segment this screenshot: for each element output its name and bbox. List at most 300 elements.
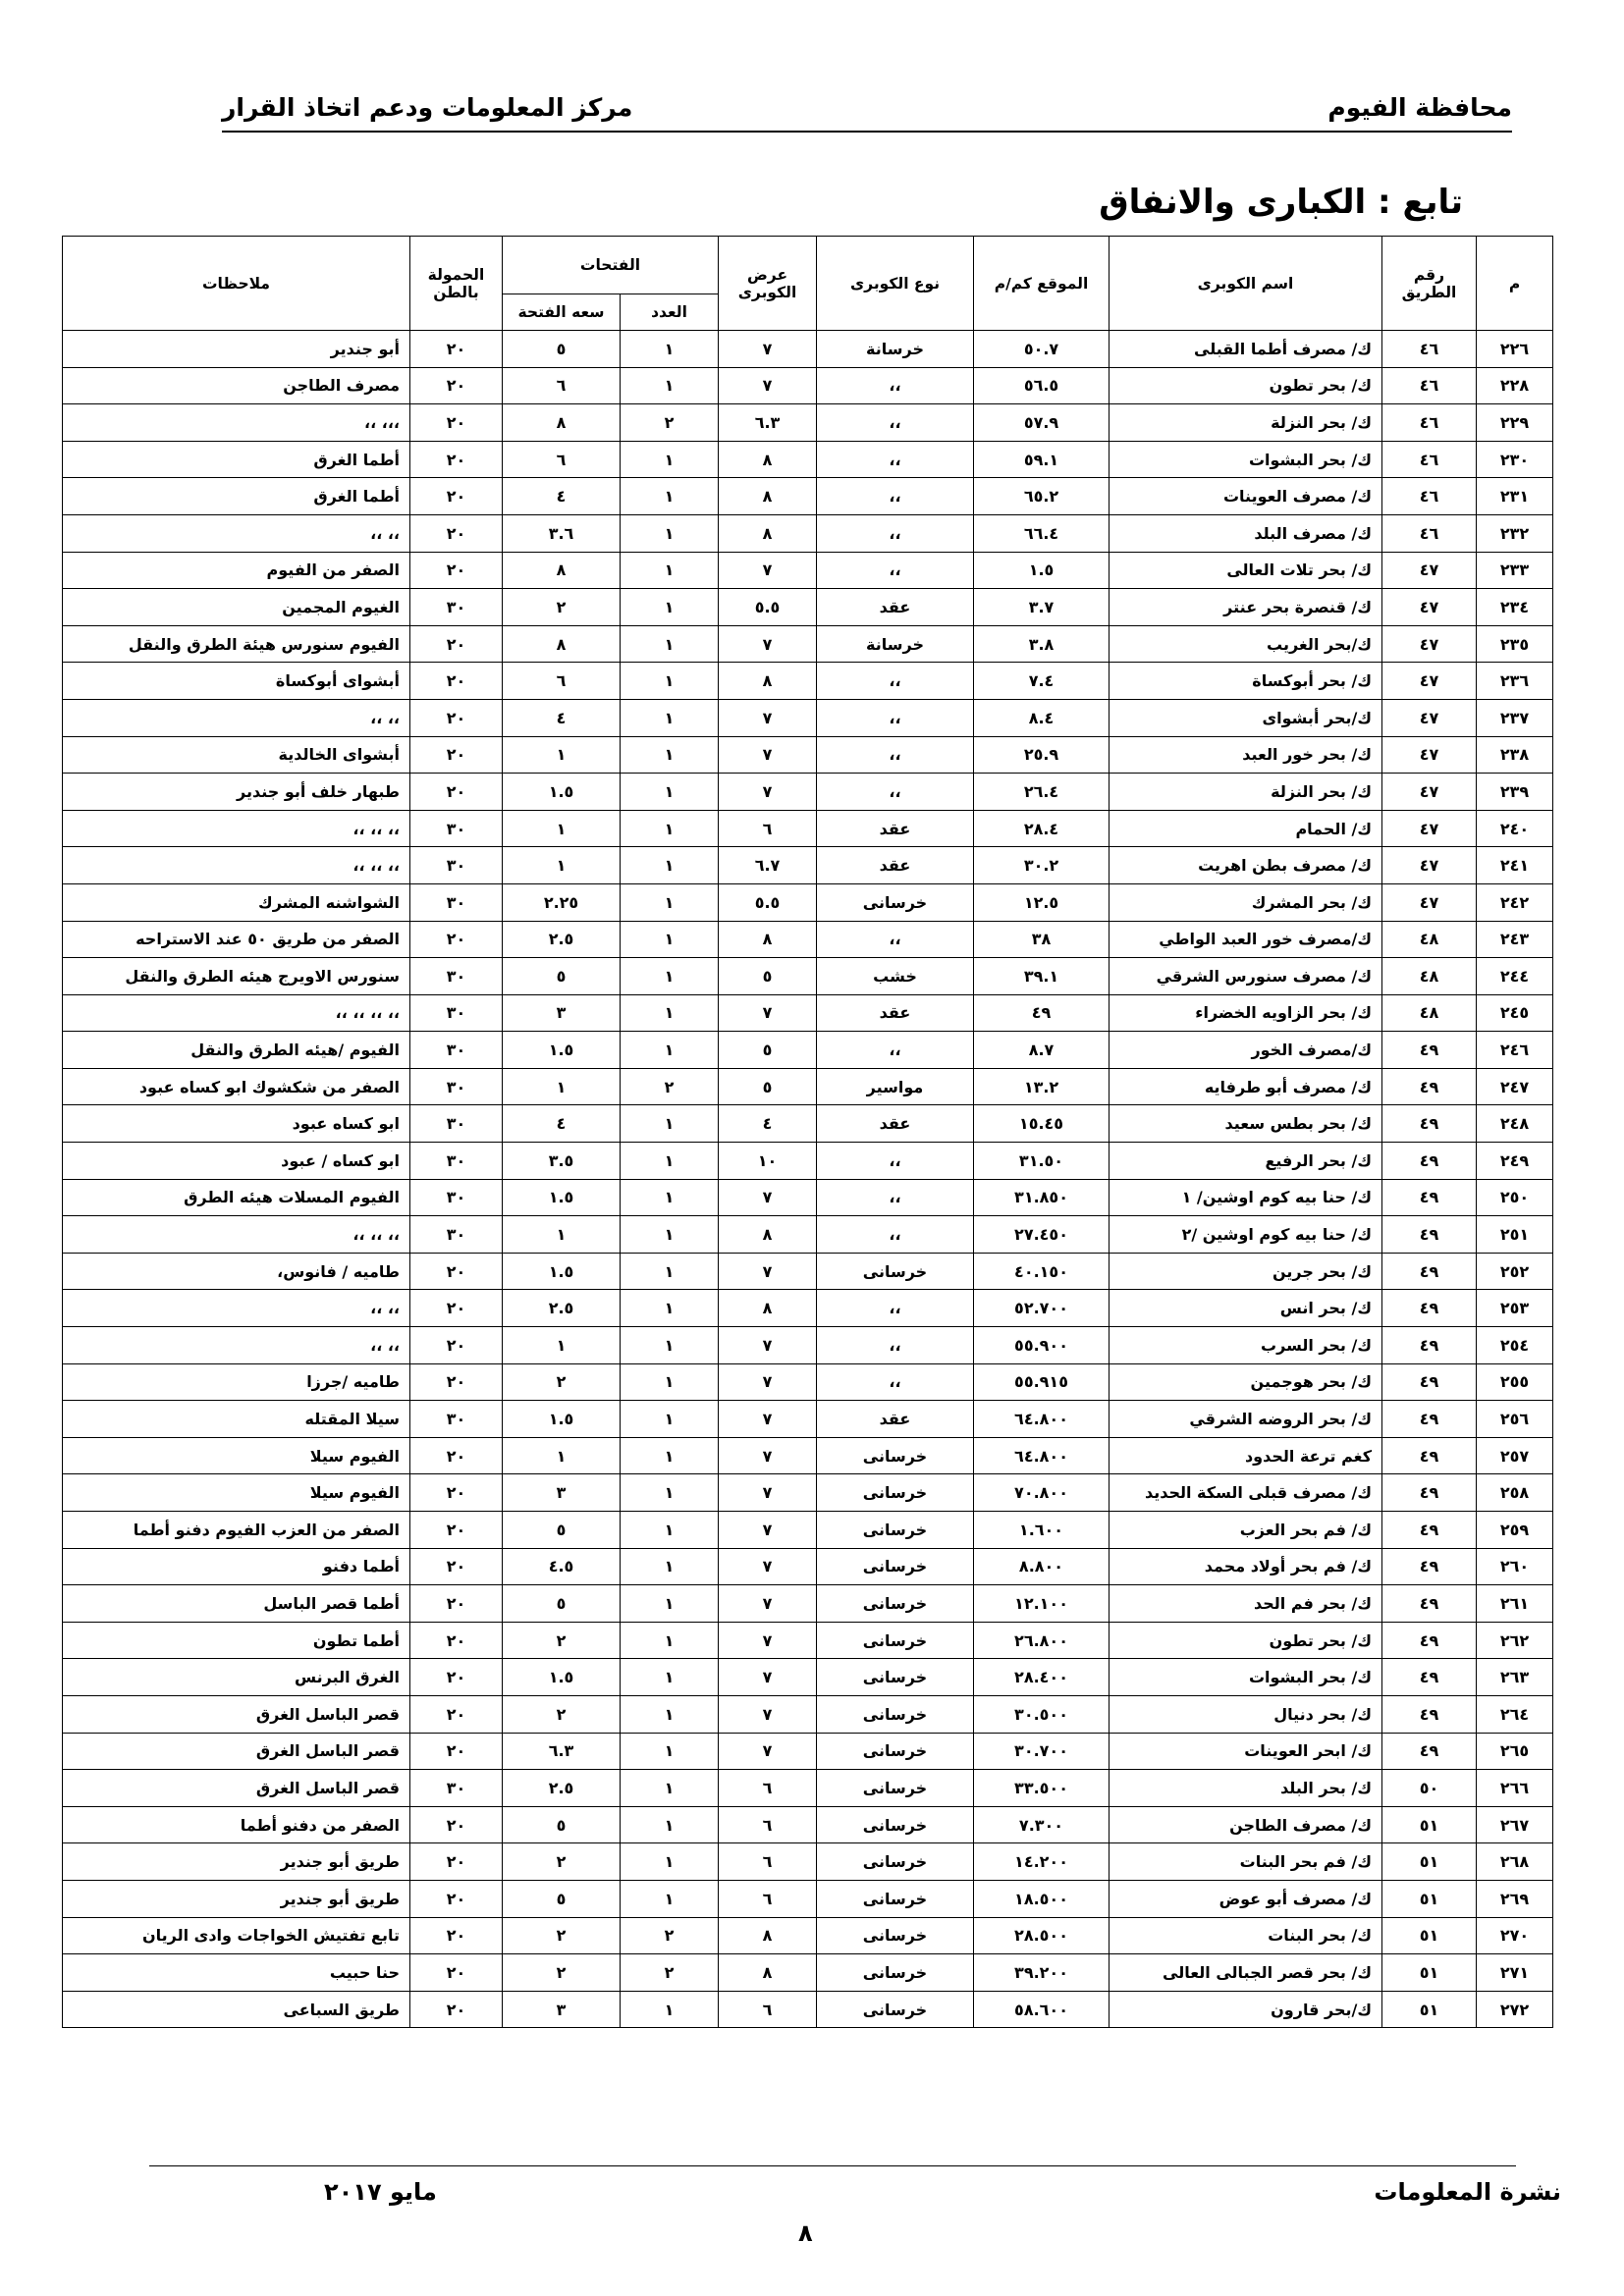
cell-bridge-type: ،،: [817, 921, 974, 958]
cell-notes: الصفر من العزب الفيوم دفنو أطما: [63, 1512, 410, 1549]
table-row: [63, 1327, 1553, 1364]
table-row: [63, 331, 1553, 368]
table-row: [63, 921, 1553, 958]
cell-opening-width: ١: [503, 810, 621, 847]
cell-opening-width: ١: [503, 1216, 621, 1254]
cell-bridge-type: ،،: [817, 1143, 974, 1180]
cell-openings-count: ٢: [621, 1068, 719, 1105]
table-row: [63, 663, 1553, 700]
cell-notes: طبهار خلف أبو جندير: [63, 774, 410, 811]
cell-bridge-width: ١٠: [719, 1143, 817, 1180]
cell-opening-width: ٤.٥: [503, 1548, 621, 1585]
cell-opening-width: ٦.٣: [503, 1733, 621, 1770]
cell-notes: ،، ،،: [63, 1327, 410, 1364]
cell-row-number: ٢٢٦: [1477, 331, 1553, 368]
cell-openings-count: ١: [621, 1880, 719, 1917]
cell-load-tons: ٢٠: [410, 1585, 503, 1623]
cell-notes: الفيوم سيلا: [63, 1474, 410, 1512]
cell-bridge-width: ٥: [719, 1068, 817, 1105]
table-row: [63, 514, 1553, 552]
cell-opening-width: ١: [503, 736, 621, 774]
cell-bridge-name: ك/ بحر البنات: [1110, 1917, 1382, 1954]
cell-openings-count: ١: [621, 883, 719, 921]
cell-openings-count: ١: [621, 1253, 719, 1290]
cell-bridge-type: خرسانى: [817, 1695, 974, 1733]
cell-bridge-type: عقد: [817, 1401, 974, 1438]
cell-bridge-type: خرسانى: [817, 1770, 974, 1807]
cell-opening-width: ١: [503, 1437, 621, 1474]
cell-bridge-name: ك/ مصرف سنورس الشرقي: [1110, 958, 1382, 995]
cell-location-km: ٥٥.٩١٥: [974, 1363, 1110, 1401]
cell-load-tons: ٣٠: [410, 1143, 503, 1180]
table-row: [63, 1512, 1553, 1549]
cell-load-tons: ٢٠: [410, 478, 503, 515]
cell-openings-count: ١: [621, 1512, 719, 1549]
header-notes: ملاحظات: [63, 237, 410, 331]
cell-bridge-name: ك/ بحر تطون: [1110, 367, 1382, 404]
cell-openings-count: ١: [621, 331, 719, 368]
cell-notes: مصرف الطاجن: [63, 367, 410, 404]
cell-openings-count: ١: [621, 847, 719, 884]
table-row: [63, 1474, 1553, 1512]
cell-bridge-type: ،،: [817, 1179, 974, 1216]
cell-row-number: ٢٤٧: [1477, 1068, 1553, 1105]
cell-opening-width: ١.٥: [503, 1032, 621, 1069]
cell-road-number: ٤٩: [1382, 1733, 1477, 1770]
table-row: [63, 1401, 1553, 1438]
table-row: [63, 1437, 1553, 1474]
table-row: [63, 810, 1553, 847]
table-row: [63, 1917, 1553, 1954]
cell-openings-count: ١: [621, 1363, 719, 1401]
cell-bridge-width: ٦: [719, 1991, 817, 2028]
cell-load-tons: ٣٠: [410, 994, 503, 1032]
cell-openings-count: ١: [621, 1843, 719, 1881]
cell-load-tons: ٣٠: [410, 883, 503, 921]
cell-location-km: ٣٠.٥٠٠: [974, 1695, 1110, 1733]
cell-bridge-width: ٦: [719, 1843, 817, 1881]
cell-bridge-width: ٧: [719, 552, 817, 589]
header-m: م: [1477, 237, 1553, 331]
cell-road-number: ٤٩: [1382, 1548, 1477, 1585]
cell-openings-count: ١: [621, 1622, 719, 1659]
cell-openings-count: ١: [621, 1991, 719, 2028]
cell-road-number: ٤٩: [1382, 1401, 1477, 1438]
cell-row-number: ٢٥٤: [1477, 1327, 1553, 1364]
cell-load-tons: ٢٠: [410, 625, 503, 663]
header-center-name: مركز المعلومات ودعم اتخاذ القرار: [222, 93, 633, 122]
cell-bridge-width: ٥: [719, 1032, 817, 1069]
cell-location-km: ٧.٤: [974, 663, 1110, 700]
cell-load-tons: ٣٠: [410, 1401, 503, 1438]
table-row: [63, 1253, 1553, 1290]
header-width-line2: الكوبرى: [737, 283, 797, 301]
cell-location-km: ٦٤.٨٠٠: [974, 1401, 1110, 1438]
cell-location-km: ٦٦.٤: [974, 514, 1110, 552]
cell-row-number: ٢٧٢: [1477, 1991, 1553, 2028]
cell-row-number: ٢٢٨: [1477, 367, 1553, 404]
cell-opening-width: ٥: [503, 1880, 621, 1917]
cell-bridge-width: ٧: [719, 625, 817, 663]
cell-opening-width: ٤: [503, 478, 621, 515]
cell-bridge-name: ك/ بحر الروضه الشرقي: [1110, 1401, 1382, 1438]
cell-notes: الصفر من شكشوك ابو كساه عبود: [63, 1068, 410, 1105]
cell-opening-width: ٦: [503, 367, 621, 404]
cell-row-number: ٢٦٦: [1477, 1770, 1553, 1807]
cell-load-tons: ٢٠: [410, 1548, 503, 1585]
cell-road-number: ٥٠: [1382, 1770, 1477, 1807]
cell-opening-width: ٢: [503, 1843, 621, 1881]
cell-opening-width: ١: [503, 1327, 621, 1364]
cell-location-km: ٨.٤: [974, 699, 1110, 736]
cell-bridge-type: ،،: [817, 1032, 974, 1069]
cell-road-number: ٤٧: [1382, 589, 1477, 626]
table-row: [63, 1585, 1553, 1623]
cell-bridge-name: ك/بحر قارون: [1110, 1991, 1382, 2028]
cell-road-number: ٤٦: [1382, 514, 1477, 552]
cell-bridge-width: ٧: [719, 1253, 817, 1290]
cell-location-km: ٧٠.٨٠٠: [974, 1474, 1110, 1512]
header-load: [410, 237, 503, 331]
cell-load-tons: ٢٠: [410, 1512, 503, 1549]
cell-notes: أطما الغرق: [63, 478, 410, 515]
cell-location-km: ٣٠.٢: [974, 847, 1110, 884]
header-road-no-line2: الطريق: [1401, 283, 1457, 301]
cell-opening-width: ١.٥: [503, 1659, 621, 1696]
table-row: [63, 1733, 1553, 1770]
cell-bridge-type: خرسانة: [817, 331, 974, 368]
cell-road-number: ٤٩: [1382, 1032, 1477, 1069]
cell-openings-count: ١: [621, 1105, 719, 1143]
cell-notes: أطما دفنو: [63, 1548, 410, 1585]
cell-notes: قصر الباسل الغرق: [63, 1733, 410, 1770]
cell-openings-count: ١: [621, 1548, 719, 1585]
cell-bridge-name: ك/ بحر خور العبد: [1110, 736, 1382, 774]
cell-opening-width: ٣: [503, 1991, 621, 2028]
cell-opening-width: ١.٥: [503, 1179, 621, 1216]
cell-location-km: ٥٥.٩٠٠: [974, 1327, 1110, 1364]
cell-location-km: ٥٢.٧٠٠: [974, 1290, 1110, 1327]
cell-notes: ،، ،، ،، ،،: [63, 994, 410, 1032]
cell-opening-width: ٥: [503, 958, 621, 995]
cell-location-km: ٢٨.٥٠٠: [974, 1917, 1110, 1954]
cell-location-km: ١٣.٢: [974, 1068, 1110, 1105]
table-row: [63, 1548, 1553, 1585]
cell-location-km: ٢٥.٩: [974, 736, 1110, 774]
cell-location-km: ٣٣.٥٠٠: [974, 1770, 1110, 1807]
cell-row-number: ٢٤٩: [1477, 1143, 1553, 1180]
cell-row-number: ٢٢٩: [1477, 404, 1553, 442]
cell-bridge-type: ،،: [817, 404, 974, 442]
cell-opening-width: ٦: [503, 663, 621, 700]
cell-bridge-width: ٨: [719, 663, 817, 700]
cell-opening-width: ٤: [503, 699, 621, 736]
cell-bridge-name: ك/ مصرف أبو طرفايه: [1110, 1068, 1382, 1105]
cell-notes: طريق أبو جندير: [63, 1880, 410, 1917]
cell-notes: طاميه / فانوس،: [63, 1253, 410, 1290]
cell-openings-count: ١: [621, 1032, 719, 1069]
cell-row-number: ٢٣٨: [1477, 736, 1553, 774]
cell-road-number: ٥١: [1382, 1806, 1477, 1843]
cell-notes: قصر الباسل الغرق: [63, 1695, 410, 1733]
table-row: [63, 736, 1553, 774]
cell-bridge-width: ٦.٣: [719, 404, 817, 442]
cell-notes: الغيوم المجمين: [63, 589, 410, 626]
cell-bridge-type: خرسانى: [817, 1880, 974, 1917]
cell-opening-width: ٢: [503, 1695, 621, 1733]
cell-load-tons: ٢٠: [410, 1880, 503, 1917]
cell-opening-width: ١: [503, 847, 621, 884]
cell-bridge-name: ك/ بحر تلات العالى: [1110, 552, 1382, 589]
cell-bridge-type: ،،: [817, 478, 974, 515]
footer-bulletin-name: نشرة المعلومات: [1374, 2178, 1561, 2206]
cell-location-km: ٣٩.٢٠٠: [974, 1954, 1110, 1992]
cell-opening-width: ٦: [503, 441, 621, 478]
cell-bridge-width: ٨: [719, 441, 817, 478]
cell-opening-width: ٨: [503, 404, 621, 442]
cell-load-tons: ٢٠: [410, 1917, 503, 1954]
cell-load-tons: ٣٠: [410, 1179, 503, 1216]
cell-bridge-type: خرسانى: [817, 1954, 974, 1992]
cell-bridge-width: ٥.٥: [719, 589, 817, 626]
header-load-line2: بالطن: [433, 283, 479, 301]
cell-opening-width: ١.٥: [503, 1253, 621, 1290]
table-row: [63, 552, 1553, 589]
table-row: [63, 883, 1553, 921]
cell-openings-count: ١: [621, 1437, 719, 1474]
cell-road-number: ٤٧: [1382, 883, 1477, 921]
cell-bridge-width: ٦: [719, 1770, 817, 1807]
cell-bridge-width: ٧: [719, 367, 817, 404]
cell-road-number: ٥١: [1382, 1917, 1477, 1954]
cell-openings-count: ١: [621, 552, 719, 589]
cell-row-number: ٢٤٦: [1477, 1032, 1553, 1069]
cell-bridge-type: ،،: [817, 663, 974, 700]
cell-bridge-name: ك/ بحر انس: [1110, 1290, 1382, 1327]
cell-load-tons: ٢٠: [410, 1253, 503, 1290]
cell-openings-count: ١: [621, 441, 719, 478]
cell-openings-count: ١: [621, 663, 719, 700]
cell-bridge-type: ،،: [817, 1216, 974, 1254]
cell-bridge-type: خرسانى: [817, 1474, 974, 1512]
cell-openings-count: ١: [621, 478, 719, 515]
cell-bridge-name: ك/ فم بحر البنات: [1110, 1843, 1382, 1881]
cell-bridge-name: ك/بحر أبشواى: [1110, 699, 1382, 736]
cell-location-km: ٨.٨٠٠: [974, 1548, 1110, 1585]
cell-row-number: ٢٦٨: [1477, 1843, 1553, 1881]
table-row: [63, 1954, 1553, 1992]
table-row: [63, 1032, 1553, 1069]
cell-row-number: ٢٣٣: [1477, 552, 1553, 589]
cell-bridge-name: ك/ بحر فم الحد: [1110, 1585, 1382, 1623]
cell-bridge-name: ك/ بحر السرب: [1110, 1327, 1382, 1364]
cell-bridge-type: عقد: [817, 994, 974, 1032]
cell-road-number: ٤٧: [1382, 847, 1477, 884]
cell-notes: حنا حبيب: [63, 1954, 410, 1992]
cell-bridge-width: ٦: [719, 810, 817, 847]
cell-row-number: ٢٤٠: [1477, 810, 1553, 847]
cell-bridge-type: ،،: [817, 736, 974, 774]
cell-bridge-width: ٧: [719, 1512, 817, 1549]
cell-notes: ،، ،،: [63, 699, 410, 736]
cell-opening-width: ٢.٥: [503, 921, 621, 958]
cell-opening-width: ١: [503, 1068, 621, 1105]
cell-road-number: ٤٩: [1382, 1363, 1477, 1401]
cell-load-tons: ٣٠: [410, 810, 503, 847]
cell-row-number: ٢٤٣: [1477, 921, 1553, 958]
cell-road-number: ٤٩: [1382, 1659, 1477, 1696]
cell-location-km: ٣٩.١: [974, 958, 1110, 995]
cell-road-number: ٤٦: [1382, 478, 1477, 515]
cell-opening-width: ١.٥: [503, 774, 621, 811]
cell-opening-width: ٢.٥: [503, 1290, 621, 1327]
cell-bridge-name: ك/ بحر أبوكساة: [1110, 663, 1382, 700]
cell-opening-width: ٢: [503, 1917, 621, 1954]
cell-opening-width: ٥: [503, 1585, 621, 1623]
cell-notes: الفيوم /هيئه الطرق والنقل: [63, 1032, 410, 1069]
cell-notes: سيلا المقتله: [63, 1401, 410, 1438]
cell-notes: الصفر من دفنو أطما: [63, 1806, 410, 1843]
cell-row-number: ٢٦٢: [1477, 1622, 1553, 1659]
cell-bridge-width: ٧: [719, 1585, 817, 1623]
cell-opening-width: ٥: [503, 331, 621, 368]
cell-load-tons: ٢٠: [410, 736, 503, 774]
table-row: [63, 367, 1553, 404]
cell-load-tons: ٣٠: [410, 847, 503, 884]
cell-notes: ،، ،، ،،: [63, 1216, 410, 1254]
cell-openings-count: ١: [621, 921, 719, 958]
table-row: [63, 1179, 1553, 1216]
cell-bridge-width: ٥: [719, 958, 817, 995]
table-row: [63, 1880, 1553, 1917]
cell-notes: أبشواى الخالدية: [63, 736, 410, 774]
cell-bridge-width: ٧: [719, 1437, 817, 1474]
cell-bridge-type: ،،: [817, 514, 974, 552]
cell-row-number: ٢٣٢: [1477, 514, 1553, 552]
cell-opening-width: ٢.٥: [503, 1770, 621, 1807]
cell-location-km: ١٢.٥: [974, 883, 1110, 921]
cell-openings-count: ١: [621, 367, 719, 404]
cell-bridge-type: خشب: [817, 958, 974, 995]
cell-load-tons: ٢٠: [410, 663, 503, 700]
cell-road-number: ٥١: [1382, 1843, 1477, 1881]
cell-road-number: ٤٨: [1382, 994, 1477, 1032]
cell-opening-width: ٣.٥: [503, 1143, 621, 1180]
cell-road-number: ٤٦: [1382, 404, 1477, 442]
cell-opening-width: ٢.٢٥: [503, 883, 621, 921]
cell-bridge-width: ٧: [719, 1179, 817, 1216]
cell-road-number: ٤٧: [1382, 552, 1477, 589]
cell-bridge-type: خرسانى: [817, 1585, 974, 1623]
cell-road-number: ٤٩: [1382, 1327, 1477, 1364]
cell-bridge-name: ك/ بحر البلد: [1110, 1770, 1382, 1807]
cell-notes: ،،، ،،: [63, 404, 410, 442]
cell-road-number: ٤٩: [1382, 1474, 1477, 1512]
cell-bridge-type: مواسير: [817, 1068, 974, 1105]
cell-road-number: ٤٩: [1382, 1622, 1477, 1659]
cell-location-km: ٣٨: [974, 921, 1110, 958]
cell-load-tons: ٢٠: [410, 1659, 503, 1696]
cell-bridge-name: ك/ بحر المشرك: [1110, 883, 1382, 921]
cell-notes: الفيوم سنورس هيئة الطرق والنقل: [63, 625, 410, 663]
cell-openings-count: ١: [621, 1143, 719, 1180]
cell-load-tons: ٢٠: [410, 1363, 503, 1401]
cell-road-number: ٥١: [1382, 1991, 1477, 2028]
cell-bridge-name: ك/ فم بحر العزب: [1110, 1512, 1382, 1549]
cell-bridge-width: ٧: [719, 736, 817, 774]
cell-bridge-type: خرسانى: [817, 1806, 974, 1843]
cell-bridge-width: ٧: [719, 1622, 817, 1659]
cell-openings-count: ١: [621, 1585, 719, 1623]
header-openings-count: العدد: [621, 294, 719, 331]
cell-opening-width: ٣.٦: [503, 514, 621, 552]
cell-load-tons: ٢٠: [410, 1622, 503, 1659]
cell-bridge-width: ٦.٧: [719, 847, 817, 884]
cell-bridge-type: ،،: [817, 441, 974, 478]
cell-road-number: ٤٩: [1382, 1585, 1477, 1623]
cell-row-number: ٢٣٤: [1477, 589, 1553, 626]
cell-bridge-type: خرسانى: [817, 1917, 974, 1954]
cell-location-km: ٣.٧: [974, 589, 1110, 626]
cell-bridge-type: خرسانى: [817, 1512, 974, 1549]
table-row: [63, 1991, 1553, 2028]
cell-bridge-width: ٨: [719, 514, 817, 552]
cell-notes: ،، ،،: [63, 514, 410, 552]
cell-notes: الشواشنه المشرك: [63, 883, 410, 921]
cell-row-number: ٢٥٨: [1477, 1474, 1553, 1512]
table-row: [63, 625, 1553, 663]
table-row: [63, 994, 1553, 1032]
cell-opening-width: ٨: [503, 552, 621, 589]
cell-road-number: ٤٨: [1382, 921, 1477, 958]
cell-bridge-type: عقد: [817, 589, 974, 626]
cell-road-number: ٤٩: [1382, 1179, 1477, 1216]
cell-bridge-type: خرسانى: [817, 1548, 974, 1585]
cell-bridge-name: ك/ مصرف الطاجن: [1110, 1806, 1382, 1843]
cell-location-km: ٣٠.٧٠٠: [974, 1733, 1110, 1770]
cell-location-km: ١٨.٥٠٠: [974, 1880, 1110, 1917]
cell-load-tons: ٢٠: [410, 1991, 503, 2028]
cell-openings-count: ١: [621, 810, 719, 847]
cell-openings-count: ١: [621, 958, 719, 995]
footer-date: مايو ٢٠١٧: [324, 2178, 437, 2206]
cell-bridge-name: ك/ بحر قصر الجبالى العالى: [1110, 1954, 1382, 1992]
cell-load-tons: ٢٠: [410, 1474, 503, 1512]
header-load-line1: الحمولة: [427, 265, 485, 284]
cell-bridge-width: ٨: [719, 1290, 817, 1327]
cell-row-number: ٢٣١: [1477, 478, 1553, 515]
table-body: [63, 331, 1553, 2028]
cell-bridge-width: ٧: [719, 1548, 817, 1585]
cell-location-km: ٧.٣٠٠: [974, 1806, 1110, 1843]
cell-row-number: ٢٣٧: [1477, 699, 1553, 736]
header-width: [719, 237, 817, 331]
cell-bridge-type: ،،: [817, 552, 974, 589]
table-row: [63, 1843, 1553, 1881]
cell-load-tons: ٣٠: [410, 589, 503, 626]
cell-openings-count: ١: [621, 514, 719, 552]
table-row: [63, 589, 1553, 626]
cell-bridge-width: ٧: [719, 994, 817, 1032]
cell-opening-width: ٨: [503, 625, 621, 663]
cell-location-km: ٥٨.٦٠٠: [974, 1991, 1110, 2028]
cell-bridge-type: خرسانى: [817, 1659, 974, 1696]
cell-openings-count: ١: [621, 1733, 719, 1770]
cell-bridge-type: خرسانى: [817, 1991, 974, 2028]
cell-bridge-width: ٧: [719, 1327, 817, 1364]
cell-openings-count: ١: [621, 1216, 719, 1254]
cell-bridge-type: عقد: [817, 847, 974, 884]
